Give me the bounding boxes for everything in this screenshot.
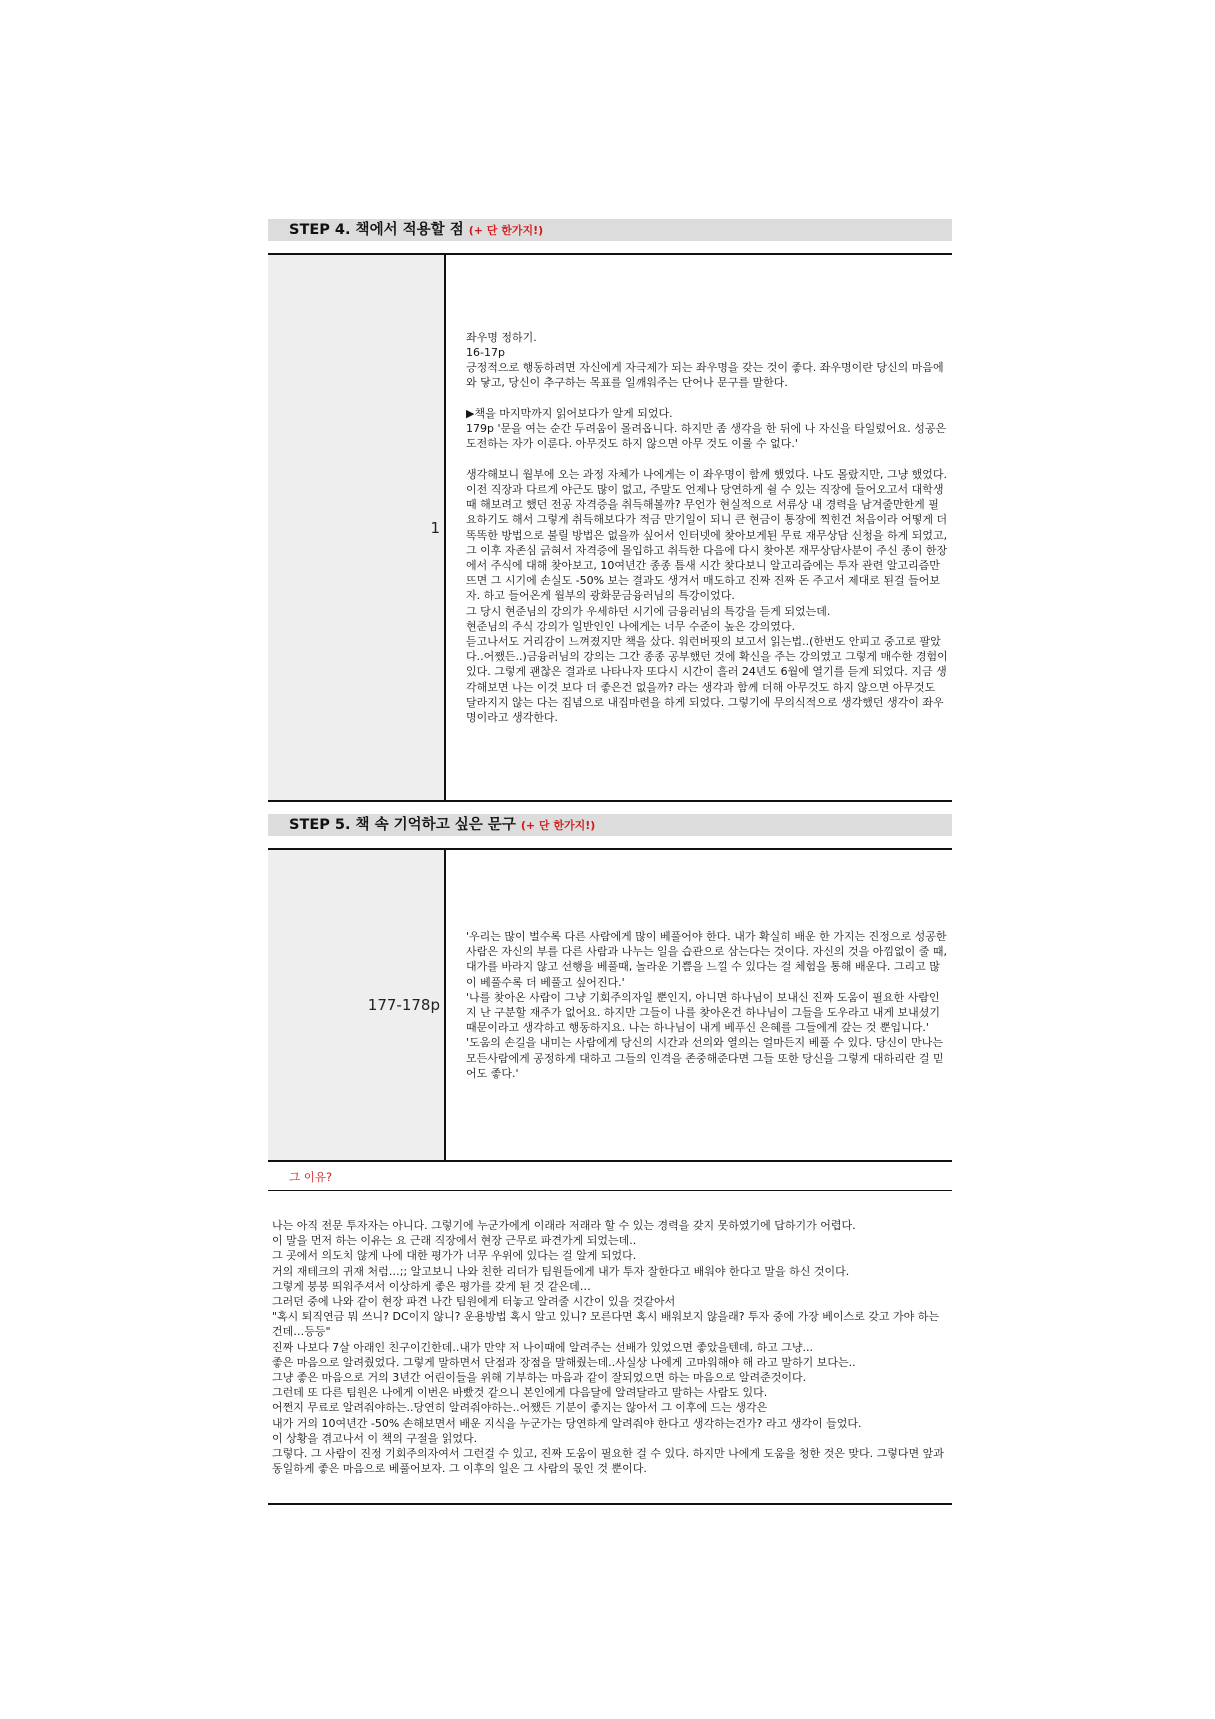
step5-title: STEP 5. 책 속 기억하고 싶은 문구 — [289, 817, 516, 833]
step4-number: 1 — [430, 518, 440, 537]
step4-section — [268, 253, 952, 802]
step4-title: STEP 4. 책에서 적용할 점 — [289, 222, 464, 238]
step5-header — [268, 814, 952, 836]
section-end-divider — [268, 1503, 952, 1505]
step5-note: (+ 단 한가지!) — [520, 819, 596, 832]
reason-text: 나는 아직 전문 투자자는 아니다. 그렇기에 누군가에게 이래라 저래라 할 수 있는 경력을 갖지 못하였기에 답하기가 어렵다. 이 말을 먼저 하는 이유는 요 근래 직장에서 현장 근무로 파견가게 되었는데.. 그 곳에서 의도치 않게 나에 대한 평가가 너무 우위에 있다는 걸 알게 되었다. 거의 재테크의 귀재 처럼…;; 알고보니 나와 친한 리더가 팀원들에게 내가 투자 잘한다고 배워야 한다고 말을 하신 것이다. 그렇게 붕붕 띄워주셔서 이상하게 좋은 평가를 갖게 된 것 같은데… 그러던 중에 나와 같이 현장 파견 나간 팀원에게 터놓고 알려줄 시간이 있을 것같아서 "혹시 퇴직연금 뭐 쓰니? DC이지 않니? 운용방법 혹시 알고 있니? 모른다면 혹시 배워보지 않을래? 투자 중에 가장 베이스로 갖고 가야 하는 건데…등등" 진짜 나보다 7살 아래인 친구이긴한데..내가 만약 저 나이때에 알려주는 선배가 있었으면 좋았을텐데, 하고 그냥... 좋은 마음으로 알려줬었다. 그렇게 말하면서 단점과 장점을 말해줬는데..사실상 나에게 고마워해야 해 라고 말하기 보다는.. 그냥 좋은 마음으로 거의 3년간 어린이들을 위해 기부하는 마음과 같이 잘되었으면 하는 마음으로 알려준것이다. 그런데 또 다른 팀원은 나에게 이번은 바빴것 같으니 본인에게 다음달에 알려달라고 말하는 사람도 있다. 어쩐지 무료로 알려줘야하는..당연히 알려줘야하는..어쨌든 기분이 좋지는 않아서 그 이후에 드는 생각은 내가 거의 10여년간 -50% 손해보면서 배운 지식을 누군가는 당연하게 알려줘야 한다고 생각하는건가? 라고 생각이 들었다. 이 상황을 겪고나서 이 책의 구절을 읽었다. 그렇다. 그 사람이 진정 기회주의자여서 그런걸 수 있고, 진짜 도움이 필요한 걸 수 있다. 하지만 나에게 도움을 청한 것은 맞다. 그렇다면 앞과 동일하게 좋은 마음으로 베풀어보자. 그 이후의 일은 그 사람의 몫인 것 뿐이다. — [272, 1219, 944, 1476]
step4-number-cell — [268, 255, 446, 800]
reason-content — [272, 1218, 948, 1476]
step4-header — [268, 219, 952, 241]
step4-note: (+ 단 한가지!) — [468, 224, 544, 237]
step4-text: 좌우명 정하기. 16-17p 긍정적으로 행동하려면 자신에게 자극제가 되는 좌우명을 갖는 것이 좋다. 좌우명이란 당신의 마음에 와 닿고, 당신이 추구하는 목표를 일깨워주는 단어나 문구를 말한다. ▶책을 마지막까지 읽어보다가 알게 되었다. 179p '문을 여는 순간 두려움이 몰려옵니다. 하지만 좀 생각을 한 뒤에 나 자신을 타일렀어요. 성공은 도전하는 자가 이룬다. 아무것도 하지 않으면 아무 것도 이룰 수 없다.' 생각해보니 월부에 오는 과정 자체가 나에게는 이 좌우명이 함께 했었다. 나도 몰랐지만, 그냥 했었다. 이전 직장과 다르게 야근도 많이 없고, 주말도 언제나 당연하게 쉴 수 있는 직장에 들어오고서 대학생때 해보려고 했던 전공 자격증을 취득해볼까? 무언가 현실적으로 서류상 내 경력을 남겨줄만한게 필요하기도 해서 그렇게 취득해보다가 적금 만기일이 되니 큰 현금이 통장에 찍힌건 처음이라 어떻게 더 똑똑한 방법으로 불릴 방법은 없을까 싶어서 인터넷에 찾아보게된 무료 재무상담 신청을 하게 되었고, 그 이후 자존심 긁혀서 자격증에 몰입하고 취득한 다음에 다시 찾아본 재무상담사분이 주신 종이 한장에서 주식에 대해 찾아보고, 10여년간 종종 틈새 시간 찾다보니 알고리즘에는 투자 관련 알고리즘만 뜨면 그 시기에 손실도 -50% 보는 결과도 생겨서 매도하고 진짜 진짜 돈 주고서 제대로 된걸 들어보자. 하고 들어온게 월부의 광화문금융러님의 특강이었다. 그 당시 현준님의 강의가 우세하던 시기에 금융러님의 특강을 듣게 되었는데. 현준님의 주식 강의가 일반인인 나에게는 너무 수준이 높은 강의였다. 듣고나서도 거리감이 느껴졌지만 책을 샀다. 워런버핏의 보고서 읽는법..(한번도 안피고 중고로 팔았다..어쨌든..)금융러님의 강의는 그간 종종 공부했던 것에 확신을 주는 강의였고 그렇게 매수한 경험이 있다. 그렇게 괜찮은 결과로 나타나자 또다시 시간이 흘러 24년도 6월에 열기를 듣게 되었다. 지금 생각해보면 나는 이것 보다 더 좋은건 없을까? 라는 생각과 함께 더해 아무것도 하지 않으면 아무것도 달라지지 않는 다는 집념으로 내집마련을 하게 되었다. 그렇기에 무의식적으로 생각했던 생각이 좌우명이라고 생각한다. — [466, 330, 948, 724]
step5-pages: 177-178p — [367, 996, 440, 1014]
step5-page-cell — [268, 850, 446, 1160]
step4-content-cell — [466, 255, 948, 800]
step5-section — [268, 848, 952, 1162]
step5-quote: '우리는 많이 벌수록 다른 사람에게 많이 베풀어야 한다. 내가 확실히 배운 한 가지는 진정으로 성공한 사람은 자신의 부를 다른 사람과 나누는 일을 습관으로 삼는다는 것이다. 자신의 것을 아낌없이 줄 때, 대가를 바라지 않고 선행을 베풀때, 놀라운 기쁨을 느낄 수 있다는 걸 체험을 통해 배운다. 그리고 많이 베풀수록 더 베풀고 싶어진다.' '나를 찾아온 사람이 그냥 기회주의자일 뿐인지, 아니면 하나님이 보내신 진짜 도움이 필요한 사람인지 난 구분할 재주가 없어요. 하지만 그들이 나를 찾아온건 하나님이 그들을 도우라고 내게 보내셨기 때문이라고 생각하고 행동하지요. 나는 하나님이 내게 베푸신 은혜를 그들에게 갚는 것 뿐입니다.' '도움의 손길을 내미는 사람에게 당신의 시간과 선의와 열의는 얼마든지 베풀 수 있다. 당신이 만나는 모든사람에게 공정하게 대하고 그들의 인격을 존중해준다면 그들 또한 당신을 그렇게 대하리란 걸 믿어도 좋다.' — [466, 929, 947, 1080]
step5-content-cell — [466, 850, 948, 1160]
reason-label: 그 이유? — [268, 1163, 952, 1191]
